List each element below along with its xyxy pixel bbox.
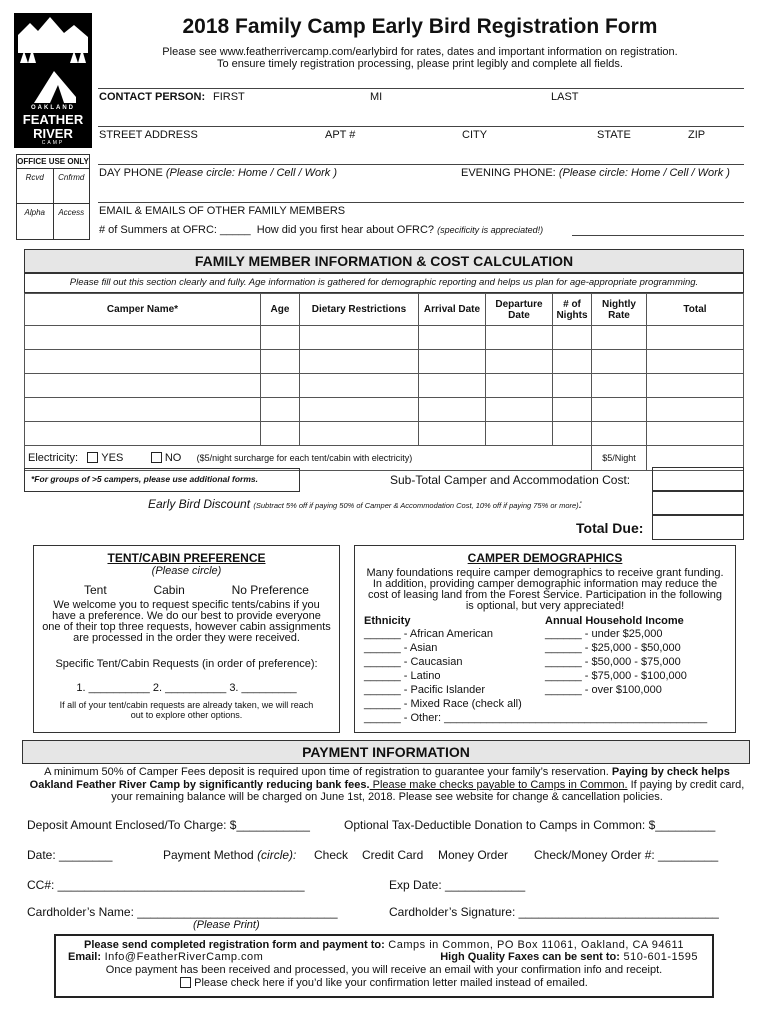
day-phone-label: DAY PHONE <box>99 167 163 179</box>
groups-note: *For groups of >5 campers, please use additional forms. <box>31 474 258 484</box>
col-total: Total <box>647 294 744 326</box>
early-bird-field[interactable] <box>652 491 744 515</box>
rate-field[interactable] <box>592 374 647 398</box>
payment-p1: A minimum 50% of Camper Fees deposit is required upon time of registration to guarantee your family’s reservation. <box>44 766 612 778</box>
tent-welcome: We welcome you to request specific tents/cabins if you have a preference. We do our best to provide everyone one of their top three requests, however cabin assignments are processed in the order they were received. <box>42 599 331 644</box>
header-line2: To ensure timely registration processing, please print legibly and complete all fields. <box>217 58 623 70</box>
payment-title: PAYMENT INFORMATION <box>302 744 470 760</box>
total-field[interactable] <box>647 374 744 398</box>
departure-field[interactable] <box>486 398 553 422</box>
family-section-header <box>24 249 744 273</box>
arrival-field[interactable] <box>419 374 486 398</box>
office-use-box <box>16 154 90 240</box>
state-label: STATE <box>597 129 631 141</box>
total-field[interactable] <box>647 398 744 422</box>
evening-phone-circle: (Please circle: Home / Cell / Work ) <box>558 167 730 179</box>
mountain-tent-icon <box>14 13 92 113</box>
table-row <box>25 374 744 398</box>
electricity-row <box>25 446 744 471</box>
office-alpha: Alpha <box>17 204 54 240</box>
family-table-header <box>25 294 744 326</box>
family-note-text: Please fill out this section clearly and fully. Age information is gathered for demographic reporting and helps us plan for age-appropriate programming. <box>69 277 699 288</box>
exp-date-field[interactable]: Exp Date: ____________ <box>389 878 526 892</box>
family-note <box>24 273 744 293</box>
method-check-option[interactable]: Check <box>314 848 349 862</box>
evening-phone-label: EVENING PHONE: <box>461 167 556 179</box>
tent-circle: (Please circle) <box>151 565 222 577</box>
send-address: Camps in Common, PO Box 11061, Oakland, CA 94611 <box>384 939 684 951</box>
age-field[interactable] <box>261 398 300 422</box>
demo-intro: Many foundations require camper demographics to receive grant funding. In addition, providing camper demographic information may reduce the cost of leasing land from the Forest Service. Participation in the following is optional, but very appreciated! <box>366 567 724 612</box>
income-item[interactable]: ______ - over $100,000 <box>545 684 662 696</box>
payment-section-header <box>22 740 750 764</box>
early-bird-label: Early Bird Discount <box>148 497 251 511</box>
col-arrival: Arrival Date <box>419 294 486 326</box>
fax-label: High Quality Faxes can be sent to: <box>440 951 620 963</box>
email-label: Email: <box>68 951 102 963</box>
total-due-field[interactable] <box>652 515 744 540</box>
tent-specific: Specific Tent/Cabin Requests (in order of preference): <box>55 658 318 670</box>
table-row <box>25 422 744 446</box>
departure-field[interactable] <box>486 350 553 374</box>
method-money-order-option[interactable]: Money Order <box>438 848 509 862</box>
payment-paragraph <box>22 766 752 804</box>
dietary-field[interactable] <box>300 326 419 350</box>
tent-option[interactable]: Tent <box>84 583 107 597</box>
mail-confirmation-checkbox[interactable] <box>180 977 191 988</box>
camper-name-field[interactable] <box>25 422 261 446</box>
day-phone-circle: (Please circle: Home / Cell / Work ) <box>165 167 337 179</box>
groups-note-box <box>24 468 300 492</box>
tent-taken: If all of your tent/cabin requests are already taken, we will reach out to explore other options. <box>59 700 314 720</box>
payment-p1b: Paying by check helps Oakland Feather River Camp by significantly reducing bank fees. <box>29 766 730 791</box>
check-number-field[interactable]: Check/Money Order #: _________ <box>534 848 719 862</box>
col-dietary: Dietary Restrictions <box>300 294 419 326</box>
hear-label: How did you first hear about OFRC? <box>256 224 435 236</box>
emails-label: EMAIL & EMAILS OF OTHER FAMILY MEMBERS <box>99 205 346 217</box>
office-rcvd: Rcvd <box>17 169 54 203</box>
electricity-rate: $5/Night <box>592 446 647 471</box>
email-address[interactable]: Info@FeatherRiverCamp.com <box>101 951 264 963</box>
age-field[interactable] <box>261 374 300 398</box>
office-title: OFFICE USE ONLY <box>17 155 89 169</box>
dietary-field[interactable] <box>300 374 419 398</box>
camp-logo <box>14 13 92 148</box>
logo-camp: CAMP <box>41 140 65 146</box>
electricity-yes-checkbox[interactable] <box>87 452 98 463</box>
nights-field[interactable] <box>553 398 592 422</box>
please-print-note: (Please Print) <box>193 919 260 931</box>
camper-name-field[interactable] <box>25 398 261 422</box>
rate-field[interactable] <box>592 350 647 374</box>
header-line1: Please see www.featherrivercamp.com/earlybird for rates, dates and important information on registration. <box>162 46 678 58</box>
total-field[interactable] <box>647 422 744 446</box>
apt-label: APT # <box>325 129 356 141</box>
electricity-no-checkbox[interactable] <box>151 452 162 463</box>
demo-title: CAMPER DEMOGRAPHICS <box>467 551 623 565</box>
age-field[interactable] <box>261 422 300 446</box>
rate-field[interactable] <box>592 422 647 446</box>
payment-p1d: If paying by credit card, your remaining balance will be charged on June 1st, 2018. Please see website for change & cancellation policies. <box>111 778 745 803</box>
income-item[interactable]: ______ - under $25,000 <box>545 628 663 640</box>
ethnicity-item[interactable]: ______ - Asian <box>364 642 438 654</box>
tent-cabin-box <box>33 545 340 733</box>
electricity-cell <box>25 446 592 471</box>
office-access: Access <box>58 208 85 217</box>
arrival-field[interactable] <box>419 350 486 374</box>
footer-box <box>54 934 714 998</box>
table-row <box>25 350 744 374</box>
col-departure: Departure Date <box>486 294 553 326</box>
camper-name-field[interactable] <box>25 326 261 350</box>
zip-label: ZIP <box>688 129 706 141</box>
no-preference-option[interactable]: No Preference <box>231 583 309 597</box>
logo-river: RIVER <box>33 126 73 141</box>
no-label: NO <box>164 452 182 464</box>
first-label: FIRST <box>213 91 245 103</box>
payment-method-label: Payment Method <box>163 848 254 862</box>
arrival-field[interactable] <box>419 422 486 446</box>
street-label: STREET ADDRESS <box>99 129 198 141</box>
table-row <box>25 398 744 422</box>
logo-oakland: OAKLAND <box>31 105 75 111</box>
income-item[interactable]: ______ - $75,000 - $100,000 <box>545 670 687 682</box>
nights-field[interactable] <box>553 350 592 374</box>
subtotal-label: Sub-Total Camper and Accommodation Cost: <box>390 473 631 487</box>
income-heading: Annual Household Income <box>545 615 684 627</box>
camper-name-field[interactable] <box>25 350 261 374</box>
nights-field[interactable] <box>553 326 592 350</box>
surcharge-note: ($5/night surcharge for each tent/cabin with electricity) <box>196 453 413 463</box>
tent-title: TENT/CABIN PREFERENCE <box>107 551 266 565</box>
office-cnfrmd: Cnfrmd <box>58 173 85 182</box>
electricity-label: Electricity: <box>28 452 79 464</box>
ethnicity-item[interactable]: ______ - Latino <box>364 670 441 682</box>
col-nights: # of Nights <box>553 294 592 326</box>
ethnicity-item[interactable]: ______ - Mixed Race (check all) <box>364 698 522 710</box>
tent-requests[interactable]: 1. __________ 2. __________ 3. _________ <box>76 682 297 694</box>
ethnicity-item[interactable]: ______ - Pacific Islander <box>364 684 486 696</box>
method-credit-option[interactable]: Credit Card <box>362 848 424 862</box>
ethnicity-heading: Ethnicity <box>364 615 411 627</box>
arrival-field[interactable] <box>419 398 486 422</box>
table-row <box>25 326 744 350</box>
age-field[interactable] <box>261 326 300 350</box>
ethnicity-item[interactable]: ______ - Caucasian <box>364 656 463 668</box>
dietary-field[interactable] <box>300 398 419 422</box>
departure-field[interactable] <box>486 422 553 446</box>
payment-p1c: Please make checks payable to Camps in Common. <box>369 778 628 791</box>
rate-field[interactable] <box>592 326 647 350</box>
summers-label: # of Summers at OFRC: _____ <box>99 224 251 236</box>
early-bird-note: (Subtract 5% off if paying 50% of Camper & Accommodation Cost, 10% off if paying 75% or more) <box>253 501 579 510</box>
hear-note: (specificity is appreciated!) <box>437 225 544 235</box>
total-field[interactable] <box>647 326 744 350</box>
demographics-box <box>354 545 736 733</box>
city-label: CITY <box>462 129 488 141</box>
mi-label: MI <box>370 91 383 103</box>
income-item[interactable]: ______ - $50,000 - $75,000 <box>545 656 681 668</box>
cc-number-field[interactable]: CC#: _____________________________________ <box>27 878 305 892</box>
dietary-field[interactable] <box>300 350 419 374</box>
family-table <box>24 293 744 471</box>
yes-label: YES <box>101 452 124 464</box>
nights-field[interactable] <box>553 422 592 446</box>
last-label: LAST <box>551 91 579 103</box>
date-field[interactable]: Date: ________ <box>27 848 113 862</box>
ethnicity-item[interactable]: ______ - African American <box>364 628 494 640</box>
total-due-label: Total Due: <box>576 520 644 536</box>
fax-number: 510-601-1595 <box>619 951 698 963</box>
page-title: 2018 Family Camp Early Bird Registration Form <box>182 15 658 38</box>
mail-check-label: Please check here if you’d like your confirmation letter mailed instead of emailed. <box>194 977 588 989</box>
processed-note: Once payment has been received and processed, you will receive an email with your confirmation info and receipt. <box>105 964 663 976</box>
col-age: Age <box>261 294 300 326</box>
departure-field[interactable] <box>486 326 553 350</box>
rate-field[interactable] <box>592 398 647 422</box>
send-label: Please send completed registration form and payment to: <box>84 939 385 951</box>
cabin-option[interactable]: Cabin <box>153 583 185 597</box>
subtotal-field[interactable] <box>652 467 744 491</box>
income-item[interactable]: ______ - $25,000 - $50,000 <box>545 642 681 654</box>
arrival-field[interactable] <box>419 326 486 350</box>
departure-field[interactable] <box>486 374 553 398</box>
nights-field[interactable] <box>553 374 592 398</box>
cardholder-signature-field[interactable]: Cardholder’s Signature: ______________________________ <box>389 905 719 919</box>
deposit-field[interactable]: Deposit Amount Enclosed/To Charge: $___________ <box>27 818 310 832</box>
col-camper-name: Camper Name* <box>25 294 261 326</box>
payment-method-circle: (circle): <box>257 848 297 862</box>
col-rate: Nightly Rate <box>592 294 647 326</box>
ethnicity-item[interactable]: ______ - Other: ___________________________________________ <box>364 712 708 724</box>
donation-field[interactable]: Optional Tax-Deductible Donation to Camps in Common: $_________ <box>344 818 716 832</box>
cardholder-name-field[interactable]: Cardholder’s Name: ______________________________ <box>27 905 338 919</box>
total-field[interactable] <box>647 350 744 374</box>
logo-feather: FEATHER <box>22 112 84 127</box>
age-field[interactable] <box>261 350 300 374</box>
camper-name-field[interactable] <box>25 374 261 398</box>
dietary-field[interactable] <box>300 422 419 446</box>
contact-person-label: CONTACT PERSON: <box>99 91 206 103</box>
family-title: FAMILY MEMBER INFORMATION & COST CALCULATION <box>194 253 574 269</box>
